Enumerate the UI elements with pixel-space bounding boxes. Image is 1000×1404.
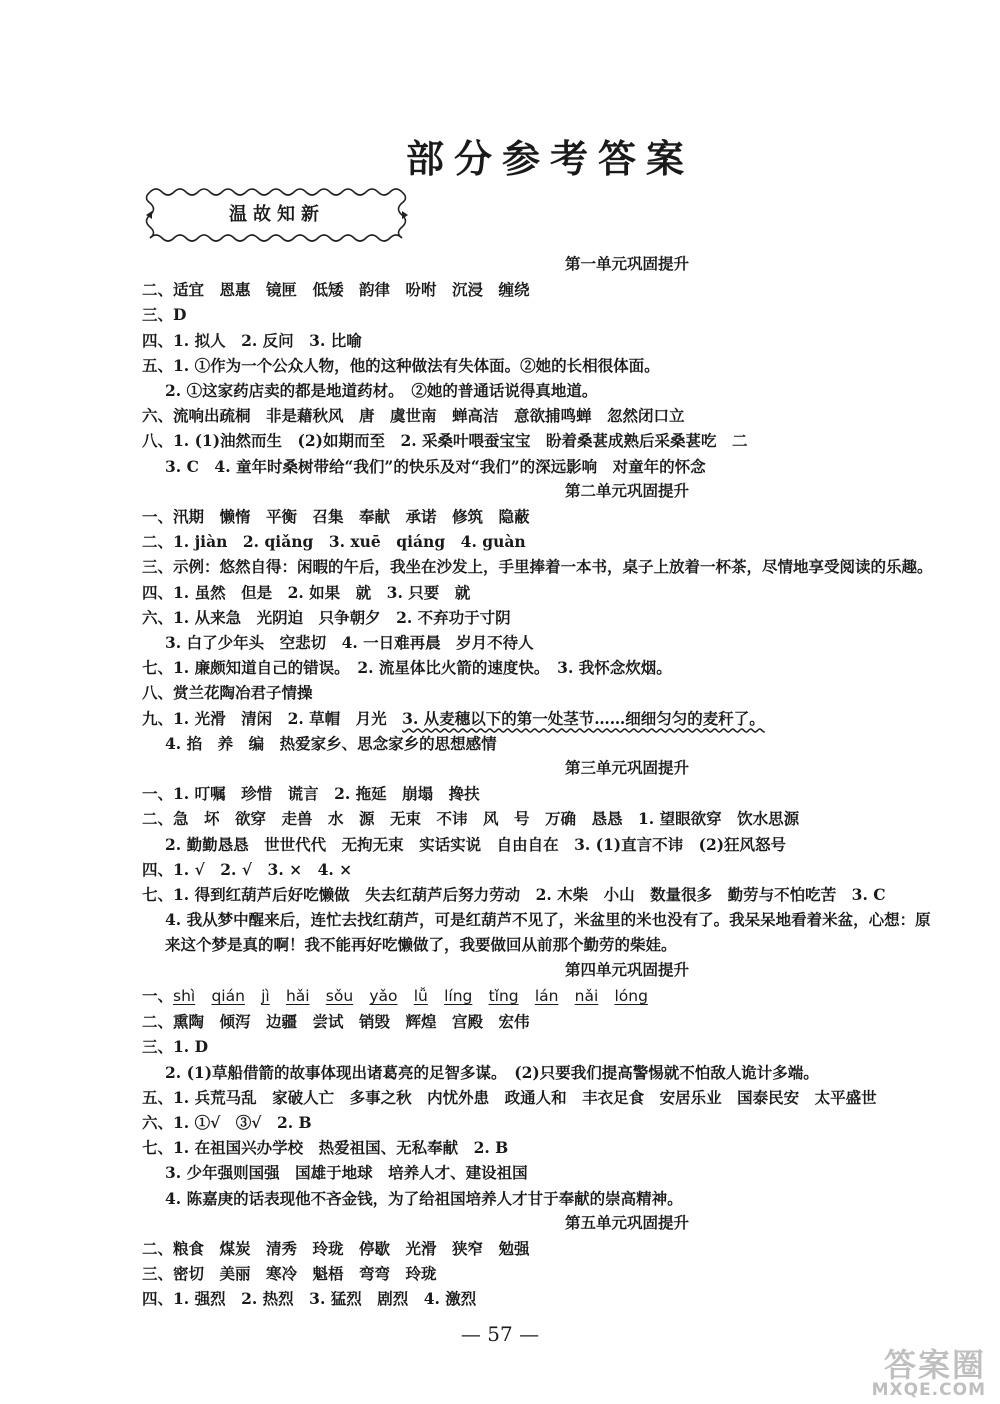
answer-text: 七、1. 在祖国兴办学校 热爱祖国、无私奉献 2. B xyxy=(142,1138,509,1158)
watermark-logo: 答案圈 xyxy=(883,1346,986,1384)
answer-text: 四、1. 虽然 但是 2. 如果 就 3. 只要 就 xyxy=(142,582,471,602)
answer-line xyxy=(142,504,942,529)
answer-line xyxy=(142,1135,942,1160)
answer-text: 三、密切 美丽 寒冷 魁梧 弯弯 玲珑 xyxy=(142,1264,437,1284)
answer-text: 四、1. 强烈 2. 热烈 3. 猛烈 剧烈 4. 激烈 xyxy=(142,1289,477,1309)
answer-line xyxy=(142,806,942,831)
section-banner xyxy=(142,184,412,246)
answer-line xyxy=(142,302,942,327)
answer-line xyxy=(142,1110,942,1135)
answer-line xyxy=(142,605,942,630)
answer-text: 四、1. √ 2. √ 3. × 4. × xyxy=(142,859,353,879)
answer-line xyxy=(142,983,942,1009)
answer-text: 二、粮食 煤炭 清秀 玲珑 停歇 光滑 狭窄 勉强 xyxy=(142,1238,530,1258)
answer-line xyxy=(142,529,942,554)
unit-title: 第四单元巩固提升 xyxy=(564,960,689,979)
answer-line xyxy=(142,1085,942,1110)
answer-text: 二、1. jiàn 2. qiǎng 3. xuē qiáng 4. guàn xyxy=(142,532,526,552)
pinyin-answer: lǚ xyxy=(413,986,428,1005)
answer-text: 六、流响出疏桐 非是藉秋风 唐 虞世南 蝉高洁 意欲捕鸣蝉 忽然闭口立 xyxy=(142,406,685,426)
answer-line xyxy=(142,932,942,957)
answer-line xyxy=(142,454,942,479)
pinyin-answer: sǒu xyxy=(325,986,354,1005)
answer-line xyxy=(142,277,942,302)
answer-line xyxy=(142,1060,942,1085)
answer-text: 八、赏兰花陶冶君子情操 xyxy=(142,683,313,703)
unit-title: 第五单元巩固提升 xyxy=(564,1213,689,1232)
answer-text: 来这个梦是真的啊！我不能再好吃懒做了，我要做回从前那个勤劳的柴娃。 xyxy=(165,935,677,955)
answer-text: 3. C 4. 童年时桑树带给“我们”的快乐及对“我们”的深远影响 对童年的怀念 xyxy=(165,456,706,476)
answer-text: 七、1. 得到红葫芦后好吃懒做 失去红葫芦后努力劳动 2. 木柴 小山 数量很多 勤劳与不怕吃苦 3. C xyxy=(142,885,886,905)
answer-text: 六、1. ①√ ③√ 2. B xyxy=(142,1112,312,1132)
answer-line xyxy=(142,403,942,428)
answer-line xyxy=(142,1034,942,1059)
unit-title: 第三单元巩固提升 xyxy=(564,759,689,778)
answer-line xyxy=(142,1009,942,1034)
answer-line xyxy=(142,680,942,705)
answer-prefix: 一、 xyxy=(142,985,174,1005)
answer-text: 二、适宜 恩惠 镜匣 低矮 韵律 吩咐 沉浸 缠绕 xyxy=(142,280,530,300)
answer-line xyxy=(142,882,942,907)
answer-text: 3. 少年强则国强 国雄于地球 培养人才、建设祖国 xyxy=(165,1163,528,1183)
answer-line xyxy=(142,554,942,579)
pinyin-answer: nǎi xyxy=(574,986,599,1005)
answer-content xyxy=(142,252,942,1312)
pinyin-answer: jì xyxy=(261,986,270,1005)
page-title: 部分参考答案 xyxy=(405,136,694,181)
wavy-underlined-answer: 3. 从麦穗以下的第一处茎节……细细匀匀的麦秆了。 xyxy=(402,708,765,728)
answer-line xyxy=(142,1286,942,1311)
pinyin-answer: lán xyxy=(534,986,559,1005)
answer-line xyxy=(142,1160,942,1185)
answer-text: 五、1. ①作为一个公众人物，他的这种做法有失体面。②她的长相很体面。 xyxy=(142,355,660,375)
answer-line xyxy=(142,630,942,655)
answer-line xyxy=(142,857,942,882)
answer-text: 4. 我从梦中醒来后，连忙去找红葫芦，可是红葫芦不见了，米盆里的米也没有了。我呆呆地看着米盆，心想：原 xyxy=(165,910,931,930)
answer-line xyxy=(142,1186,942,1211)
answer-line xyxy=(142,353,942,378)
answer-line xyxy=(142,706,942,731)
answer-line xyxy=(142,328,942,353)
answer-text: 一、汛期 懒惰 平衡 召集 奉献 承诺 修筑 隐蔽 xyxy=(142,507,530,527)
pinyin-answer: hǎi xyxy=(285,986,310,1005)
pinyin-answer: lóng xyxy=(614,986,648,1005)
unit-title: 第一单元巩固提升 xyxy=(564,255,689,273)
answer-text: 一、1. 叮嘱 珍惜 谎言 2. 拖延 崩塌 搀扶 xyxy=(142,784,480,804)
answer-text: 2. ①这家药店卖的都是地道药材。 ②她的普通话说得真地道。 xyxy=(165,381,598,401)
answer-text: 三、D xyxy=(142,305,187,325)
answer-line xyxy=(142,580,942,605)
answer-text: 2. 勤勤恳恳 世世代代 无拘无束 实话实说 自由自在 3. (1)直言不讳 (2)狂风怒号 xyxy=(165,834,787,854)
answer-text: 九、1. 光滑 清闲 2. 草帽 月光 xyxy=(142,708,403,728)
answer-text: 三、1. D xyxy=(142,1037,209,1057)
answer-text: 三、示例：悠然自得：闲暇的午后，我坐在沙发上，手里捧着一本书，桌子上放着一杯茶，尽情地享受阅读的乐趣。 xyxy=(142,557,933,577)
answer-text: 3. 白了少年头 空悲切 4. 一日难再晨 岁月不待人 xyxy=(165,633,534,653)
answer-line xyxy=(142,731,942,756)
pinyin-answer: yǎo xyxy=(369,986,398,1005)
answer-text: 2. (1)草船借箭的故事体现出诸葛亮的足智多谋。 (2)只要我们提高警惕就不怕敌人诡计多端。 xyxy=(165,1062,819,1082)
unit-title: 第二单元巩固提升 xyxy=(564,481,689,500)
answer-line xyxy=(142,781,942,806)
answer-text: 4. 掐 养 编 热爱家乡、思念家乡的思想感情 xyxy=(165,733,497,753)
answer-line xyxy=(142,428,942,453)
answer-text: 四、1. 拟人 2. 反问 3. 比喻 xyxy=(142,330,362,350)
answer-line xyxy=(142,832,942,857)
page-number: — 57 — xyxy=(460,1322,540,1346)
pinyin-answer: shì xyxy=(173,986,196,1005)
answer-text: 七、1. 廉颇知道自己的错误。 2. 流星体比火箭的速度快。 3. 我怀念炊烟。 xyxy=(142,658,672,678)
answer-line xyxy=(142,907,942,932)
answer-text: 4. 陈嘉庚的话表现他不吝金钱，为了给祖国培养人才甘于奉献的崇高精神。 xyxy=(165,1188,683,1208)
watermark xyxy=(822,1340,992,1402)
pinyin-answer: líng xyxy=(444,986,473,1005)
answer-text: 二、熏陶 倾泻 边疆 尝试 销毁 辉煌 宫殿 宏伟 xyxy=(142,1012,530,1032)
answer-line xyxy=(142,655,942,680)
answer-line xyxy=(142,378,942,403)
watermark-url: MXQE.COM xyxy=(871,1380,986,1400)
answer-line xyxy=(142,1261,942,1286)
pinyin-answer: qián xyxy=(211,986,245,1005)
pinyin-answer: tǐng xyxy=(488,986,519,1005)
answer-text: 八、1. (1)油然而生 (2)如期而至 2. 采桑叶喂蚕宝宝 盼着桑葚成熟后采桑葚吃 二 xyxy=(142,431,748,451)
banner-label: 温故知新 xyxy=(229,204,325,225)
answer-text: 五、1. 兵荒马乱 家破人亡 多事之秋 内忧外患 政通人和 丰衣足食 安居乐业 国泰民安 太平盛世 xyxy=(142,1087,877,1107)
answer-text: 二、急 坏 欲穿 走兽 水 源 无束 不讳 风 号 万确 恳恳 1. 望眼欲穿 饮水思源 xyxy=(142,809,800,829)
answer-text: 六、1. 从来急 光阴迫 只争朝夕 2. 不弃功于寸阴 xyxy=(142,607,511,627)
answer-line xyxy=(142,1236,942,1261)
